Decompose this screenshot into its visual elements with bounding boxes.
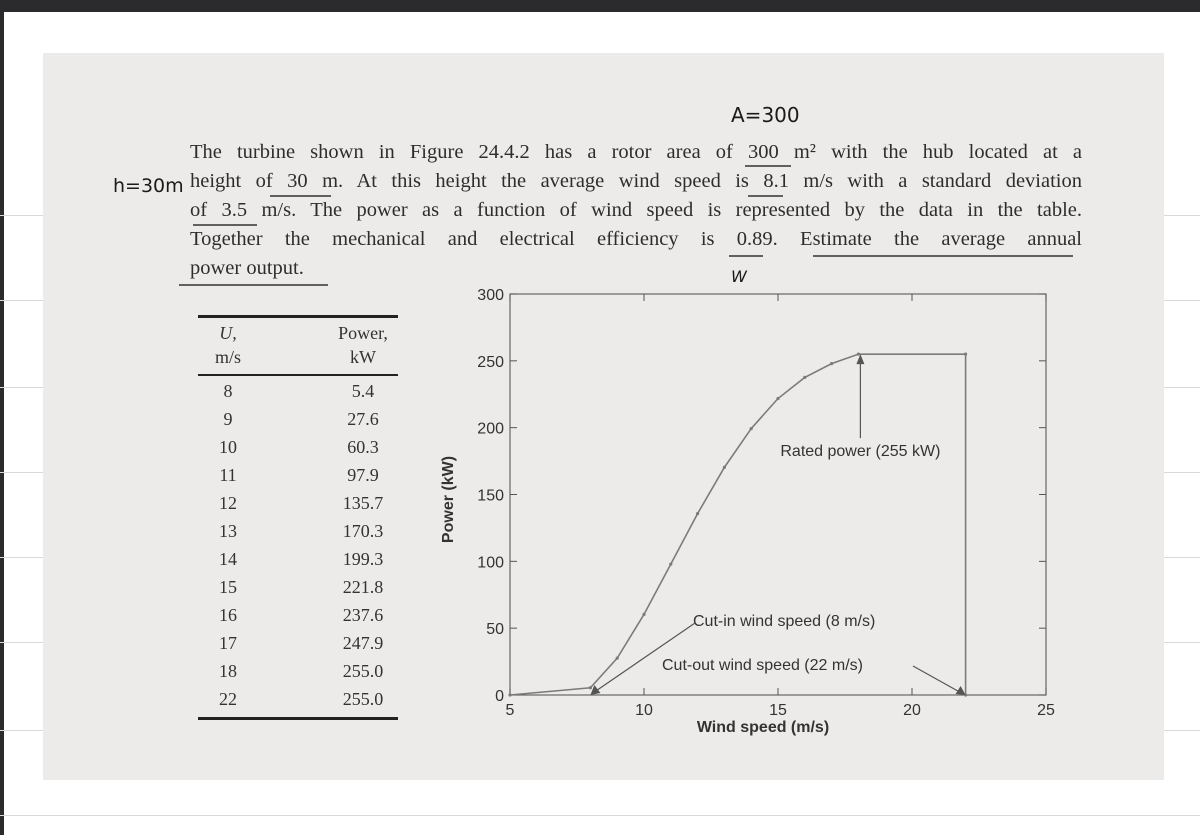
power-curve-line — [510, 354, 966, 695]
u-symbol-header: U, — [219, 323, 237, 343]
page-rule — [0, 215, 43, 216]
page-rule — [1164, 472, 1200, 473]
annotation-rated-power: Rated power (255 kW) — [780, 443, 941, 461]
table-cell-u: 18 — [219, 661, 237, 681]
table-cell-power: 237.6 — [342, 605, 384, 625]
table-cell-u: 9 — [223, 409, 233, 429]
table-cell-power: 221.8 — [342, 577, 384, 597]
y-tick-label: 300 — [477, 287, 504, 304]
page-rule — [1164, 300, 1200, 301]
page-rule — [1164, 730, 1200, 731]
x-tick-label: 25 — [1037, 702, 1055, 719]
table-cell-power: 170.3 — [342, 521, 384, 541]
curve-point — [964, 353, 967, 356]
table-cell-power: 5.4 — [351, 381, 375, 401]
annotation-arrow-cut-out — [913, 666, 960, 692]
table-cell-u: 22 — [219, 689, 237, 709]
table-cell-u: 12 — [219, 493, 237, 513]
table-cell-power: 135.7 — [342, 493, 384, 513]
table-cell-power: 60.3 — [347, 437, 379, 457]
annotation-cut-out: Cut-out wind speed (22 m/s) — [662, 657, 863, 674]
curve-point — [723, 466, 726, 469]
table-cell-power: 199.3 — [342, 549, 384, 569]
annotation-cut-in: Cut-in wind speed (8 m/s) — [693, 613, 876, 630]
u-unit-header: m/s — [214, 347, 241, 367]
y-tick-label: 200 — [477, 420, 504, 438]
y-tick-label: 0 — [495, 688, 504, 705]
page-rule — [0, 642, 43, 643]
table-cell-u: 16 — [219, 605, 237, 625]
table-cell-power: 255.0 — [342, 689, 384, 709]
table-cell-u: 8 — [223, 381, 233, 401]
problem-line: height of 30 m. At this height the average wind speed is 8.1 m/s with a standard deviation — [190, 170, 1082, 192]
table-cell-u: 17 — [219, 633, 237, 653]
page-rule — [0, 387, 43, 388]
curve-point — [857, 353, 860, 356]
page-rule — [1164, 642, 1200, 643]
curve-point — [803, 376, 806, 379]
table-cell-u: 11 — [219, 465, 237, 485]
page-rule — [0, 557, 43, 558]
table-cell-u: 13 — [219, 521, 237, 541]
x-tick-label: 20 — [903, 702, 921, 719]
power-header: Power, — [338, 323, 388, 343]
problem-line: power output. — [190, 257, 304, 279]
x-tick-label: 10 — [635, 702, 653, 719]
page-rule — [0, 730, 43, 731]
textbook-photo — [43, 53, 1164, 780]
table-cell-power: 97.9 — [347, 465, 379, 485]
problem-line: The turbine shown in Figure 24.4.2 has a rotor area of 300 m² with the hub located at a — [190, 141, 1082, 163]
table-cell-power: 255.0 — [342, 661, 384, 681]
curve-point — [696, 512, 699, 515]
curve-point — [750, 427, 753, 430]
handwritten-area-note: A=300 — [731, 103, 800, 127]
y-tick-label: 150 — [477, 487, 504, 505]
x-axis-label: Wind speed (m/s) — [696, 719, 830, 736]
power-curve-chart — [43, 53, 1164, 780]
curve-point — [776, 397, 779, 400]
table-cell-power: 27.6 — [347, 409, 379, 429]
handwritten-w-note: W — [731, 267, 747, 286]
page-rule — [0, 815, 1200, 816]
window-left-edge — [0, 12, 4, 835]
curve-point — [508, 693, 511, 696]
page-rule — [1164, 387, 1200, 388]
power-unit-header: kW — [350, 347, 376, 367]
y-tick-label: 100 — [477, 554, 504, 572]
handwritten-height-note: h=30m — [113, 175, 184, 197]
table-cell-u: 10 — [219, 437, 237, 457]
curve-point — [589, 686, 592, 689]
page-rule — [0, 300, 43, 301]
y-axis-label: Power (kW) — [440, 455, 457, 544]
window-top-bar — [0, 0, 1200, 12]
problem-line: Together the mechanical and electrical efficiency is 0.89. Estimate the average annual — [190, 228, 1082, 250]
curve-point — [830, 362, 833, 365]
table-cell-power: 247.9 — [342, 633, 384, 653]
curve-point — [616, 657, 619, 660]
table-cell-u: 14 — [219, 549, 237, 569]
page-rule — [0, 472, 43, 473]
y-tick-label: 250 — [477, 353, 504, 371]
table-cell-u: 15 — [219, 577, 237, 597]
page-rule — [1164, 215, 1200, 216]
page-rule — [1164, 557, 1200, 558]
curve-point — [669, 563, 672, 566]
annotation-arrowhead-rated — [856, 354, 864, 364]
problem-line: of 3.5 m/s. The power as a function of wind speed is represented by the data in the table. — [190, 199, 1082, 221]
y-tick-label: 50 — [486, 621, 504, 639]
x-tick-label: 5 — [505, 702, 515, 719]
x-tick-label: 15 — [769, 702, 787, 719]
curve-point — [642, 613, 645, 616]
